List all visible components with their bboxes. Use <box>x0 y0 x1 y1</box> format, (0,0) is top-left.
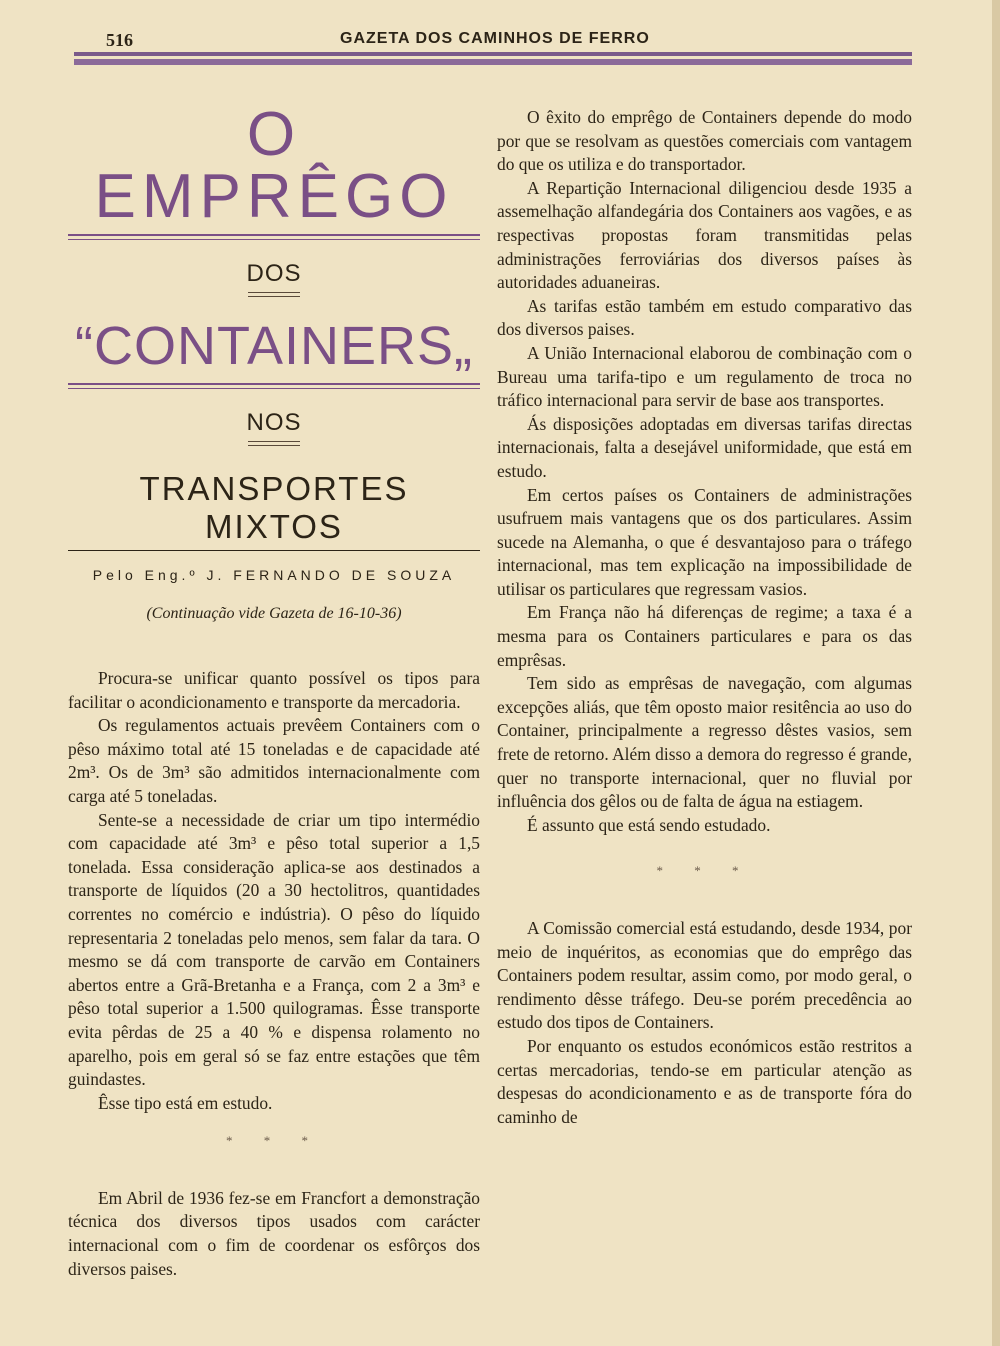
right-column <box>497 106 912 1129</box>
paragraph: Em França não há diferenças de regime; a taxa é a mesma para os Containers particulares e para os das emprêsas. <box>497 602 912 670</box>
paragraph: Em Abril de 1936 fez-se em Francfort a demonstração técnica dos diversos tipos usados com carácter internacional com o fim de coordenar os esfôrços dos diversos paises. <box>68 1187 480 1279</box>
paragraph: Ás disposições adoptadas em diversas tarifas directas internacionais, falta a desejável uniformidade, que está em estudo. <box>497 413 912 481</box>
article-title-line2: DOS <box>246 260 302 287</box>
paragraph: A Repartição Internacional diligenciou desde 1935 a assemelhação alfandegária dos Containers aos vagões, e as respectivas propostas foram transmitidas pelas administrações ferroviárias dos diversos países às autoridades aduaneiras. <box>497 177 912 293</box>
article-title-line5: TRANSPORTES MIXTOS <box>139 470 409 545</box>
article-title-line1: O EMPRÊGO <box>94 100 454 231</box>
title-ornament <box>248 292 300 297</box>
title-rule <box>68 383 480 385</box>
title-rule <box>68 234 480 236</box>
paragraph: As tarifas estão também em estudo comparativo das dos diversos paises. <box>497 295 912 340</box>
header-rule <box>74 52 912 56</box>
page-number: 516 <box>106 30 133 50</box>
title-rule <box>68 239 480 240</box>
paragraph: Tem sido as emprêsas de navegação, com algumas excepções aliás, que têm oposto maior resitência ao uso do Container, principalmente a regresso dêstes vasios, sem frete de retorno. Além disso a demora do regresso é grande, quer no transporte internacional, quer no fluvial por influência dos gêlos ou de falta de água na estiagem. <box>497 673 912 812</box>
continuation-note: (Continuação vide Gazeta de 16-10-36) <box>146 605 402 622</box>
page-edge <box>992 0 1000 1346</box>
paragraph: Por enquanto os estudos económicos estão restritos a certas mercadorias, tendo-se em particular atenção as despesas do acondicionamento e as de transporte fóra do caminho de <box>497 1035 912 1127</box>
section-separator: * * * <box>226 1133 322 1149</box>
header-rule-thick <box>74 59 912 65</box>
paragraph: Êsse tipo está em estudo. <box>98 1092 273 1113</box>
author-byline: Pelo Eng.º J. FERNANDO DE SOUZA <box>92 567 456 583</box>
paragraph: Sente-se a necessidade de criar um tipo intermédio com capacidade até 3m³ e pêso total superior a 1,5 tonelada. Essa consideração aplica-se aos destinados a transporte de líquidos (20 a 30 hectolitros, quantidades correntes no comércio e indústria). O pêso do líquido representaria 2 toneladas pelo menos, sem falar da tara. O mesmo se dá com transporte de carvão em Containers abertos entre a Grã-Bretanha e a França, com 2 a 3m³ e pêso total superior a 1.500 quilogramas. Êsse transporte evita pêrdas de 25 a 40 % e dispensa rolamento no aparelho, pois em geral só se faz entre estações que têm guindastes. <box>68 809 480 1090</box>
left-body <box>68 667 480 1281</box>
paragraph: A União Internacional elaborou de combinação com o Bureau uma tarifa-tipo e um regulamento de troca no tráfico internacional para servir de base aos transportes. <box>497 342 912 411</box>
title-ornament <box>248 441 300 446</box>
left-column <box>68 94 480 1281</box>
title-rule <box>68 550 480 551</box>
paragraph: Os regulamentos actuais prevêem Containers com o pêso máximo total até 15 toneladas e de capacidade até 2m³. Os de 3m³ são admitidos internacionalmente com carga até 5 toneladas. <box>68 715 480 806</box>
article-title-line4: NOS <box>246 409 302 436</box>
section-separator: * * * <box>656 863 753 879</box>
paragraph: O êxito do emprêgo de Containers depende do modo por que se resolvam as questões comerciais com vantagem do que os utiliza e do transportador. <box>497 107 912 175</box>
running-title: GAZETA DOS CAMINHOS DE FERRO <box>340 30 650 47</box>
paragraph: Procura-se unificar quanto possível os tipos para facilitar o acondicionamento e transporte da mercadoria. <box>68 668 480 712</box>
paragraph: É assunto que está sendo estudado. <box>527 814 771 835</box>
title-rule <box>68 388 480 389</box>
paragraph: A Comissão comercial está estudando, desde 1934, por meio de inquéritos, as economias que do emprêgo das Containers podem resultar, assim como, por modo geral, o rendimento dêsse tráfego. Deu-se porém precedência ao estudo dos tipos de Containers. <box>497 918 912 1033</box>
paragraph: Em certos países os Containers de administrações usufruem mais vantagens que os dos particulares. Assim sucede na Alemanha, o que é desvantajoso para o tráfego internacional, mas tem explicação na impossibilidade de utilisar os particulares que regressam vasios. <box>497 484 912 599</box>
article-title-line3: “CONTAINERS„ <box>75 316 473 376</box>
